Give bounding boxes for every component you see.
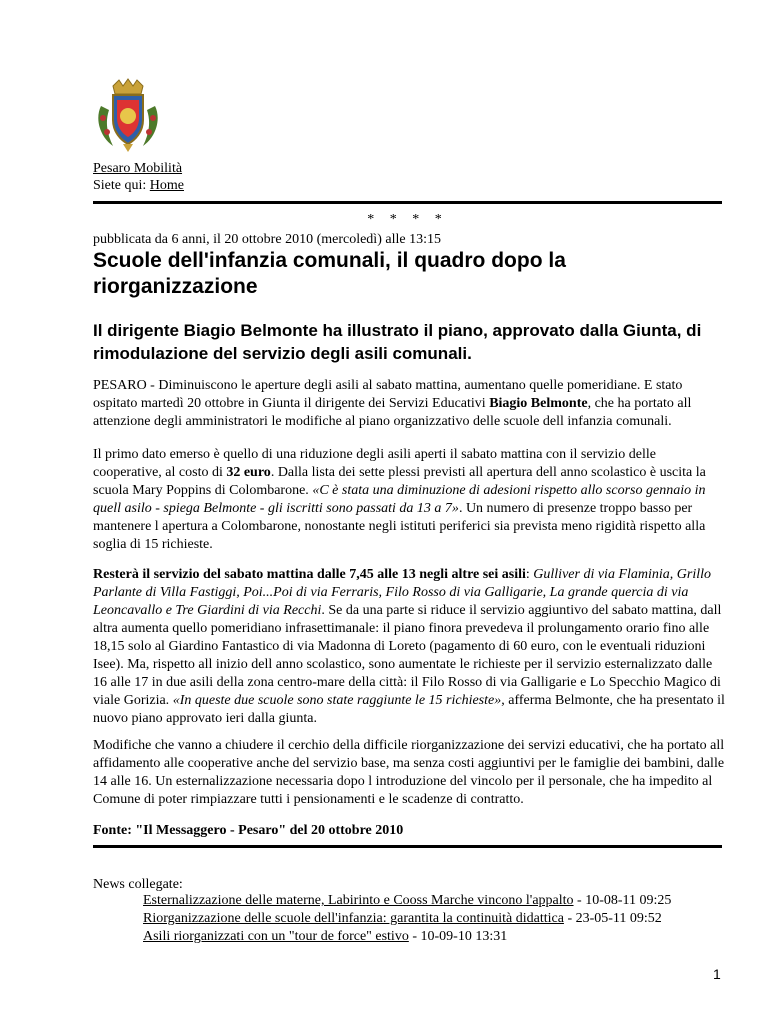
article-subtitle: Il dirigente Biagio Belmonte ha illustrato il piano, approvato dalla Giunta, di rimodulazione del servizio degli asili comunali. bbox=[93, 321, 702, 363]
article-paragraph-4: Modifiche che vanno a chiudere il cerchio della difficile riorganizzazione dei servizi educativi, che ha portato all affidamento alle cooperative anche del servizio base, ma senza costi aggiuntivi per le famiglie dei bambini, dalle 14 alle 16. Un esternalizzazione necessaria dopo l introduzione del vincolo per il personale, che ha impedito al Comune di poter rimpiazzare tutti i pensionamenti e le scadenze di contratto. bbox=[93, 738, 725, 807]
site-name-link[interactable]: Pesaro Mobilità bbox=[93, 161, 183, 176]
publication-date: pubblicata da 6 anni, il 20 ottobre 2010 (mercoledì) alle 13:15 bbox=[93, 232, 441, 247]
p1-text-end: , che ha portato all attenzione degli amministratori le modifiche al piano organizzativo delle scuole dell infanzia comunali. bbox=[93, 396, 692, 429]
related-news-item bbox=[143, 892, 671, 910]
p3-text: . Se da una parte si riduce il servizio aggiuntivo del sabato mattina, dall altra aumenta quello pomeridiano infrasettimanale: il piano finora prevedeva il prolungamento orario fino alle 18,15 solo al Giardino Fantastico di via Madonna di Loreto (pagamento di 60 euro, con le eventuali riduzioni Isee). Ma, rispetto all inizio dell anno scolastico, sono aumentate le richieste per il servizio esternalizzato dalle 16 alle 17 in due asili della zona centro-mare della città: il Filo Rosso di via Galligarie e Lo Specchio Magico di viale Gorizia. bbox=[93, 603, 722, 708]
related-news-list bbox=[143, 892, 671, 946]
article-source: Fonte: "Il Messaggero - Pesaro" del 20 ottobre 2010 bbox=[93, 823, 404, 838]
page-number: 1 bbox=[713, 966, 721, 982]
p3-bold: Resterà il servizio del sabato mattina dalle 7,45 alle 13 negli altre sei asili bbox=[93, 567, 526, 582]
related-news-date: - 10-09-10 13:31 bbox=[408, 929, 508, 944]
p2-quote: «C è stata una diminuzione di adesioni rispetto allo scorso gennaio in quell asilo - spiega Belmonte - gli iscritti sono passati da 13 a 7» bbox=[93, 483, 706, 516]
related-news-date: - 10-08-11 09:25 bbox=[573, 893, 672, 908]
bottom-divider bbox=[93, 845, 722, 848]
related-news-link[interactable]: Riorganizzazione delle scuole dell'infanzia: garantita la continuità didattica bbox=[143, 911, 564, 926]
p3-school-list: Gulliver di via Flaminia, Grillo Parlante di Villa Fastiggi, Poi...Poi di via Ferraris, Filo Rosso di via Galligarie, La grande quercia di via Leoncavallo e Tre Giardini di via Recchi bbox=[93, 567, 712, 618]
article-title: Scuole dell'infanzia comunali, il quadro dopo la riorganizzazione bbox=[93, 249, 566, 298]
p1-text: PESARO - Diminuiscono le aperture degli asili al sabato mattina, aumentano quelle pomeridiane. E stato ospitato martedì 20 ottobre in Giunta il dirigente dei Servizi Educativi bbox=[93, 378, 683, 411]
p3-text-end: , afferma Belmonte, che ha presentato il nuovo piano approvato ieri dalla giunta. bbox=[93, 693, 725, 726]
p2-text-mid: . Dalla lista dei sette plessi previsti all apertura dell anno scolastico è uscita la scuola Mary Poppins di Colombarone. bbox=[93, 465, 706, 498]
p3-quote: «In queste due scuole sono state raggiunte le 15 richieste» bbox=[172, 693, 502, 708]
p2-text: Il primo dato emerso è quello di una riduzione degli asili aperti il sabato mattina con il servizio delle cooperative, al costo di bbox=[93, 447, 656, 480]
article-paragraph-2 bbox=[93, 446, 728, 554]
rating-stars: * * * * bbox=[367, 212, 448, 227]
breadcrumb-prefix: Siete qui: bbox=[93, 178, 147, 193]
breadcrumb-home-link[interactable]: Home bbox=[149, 178, 184, 193]
article-paragraph-1 bbox=[93, 377, 728, 431]
p3-colon: : bbox=[525, 567, 534, 582]
breadcrumb bbox=[93, 177, 184, 195]
related-news-link[interactable]: Asili riorganizzati con un "tour de force" estivo bbox=[143, 929, 409, 944]
p2-bold-price: 32 euro bbox=[226, 465, 271, 480]
related-news-item bbox=[143, 910, 671, 928]
related-news-label: News collegate: bbox=[93, 877, 183, 892]
related-news-item bbox=[143, 928, 671, 946]
p1-bold: Biagio Belmonte bbox=[489, 396, 588, 411]
p2-text-end: . Un numero di presenze troppo basso per mantenere l apertura a Colombarone, nonostante negli istituti periferici sia prevista meno rigidità rispetto alla soglia di 15 richieste. bbox=[93, 501, 706, 552]
article-paragraph-3 bbox=[93, 566, 728, 728]
related-news-link[interactable]: Esternalizzazione delle materne, Labirinto e Cooss Marche vincono l'appalto bbox=[143, 893, 574, 908]
pesaro-coat-of-arms-logo[interactable] bbox=[93, 78, 163, 154]
top-divider bbox=[93, 201, 722, 204]
related-news-date: - 23-05-11 09:52 bbox=[563, 911, 662, 926]
